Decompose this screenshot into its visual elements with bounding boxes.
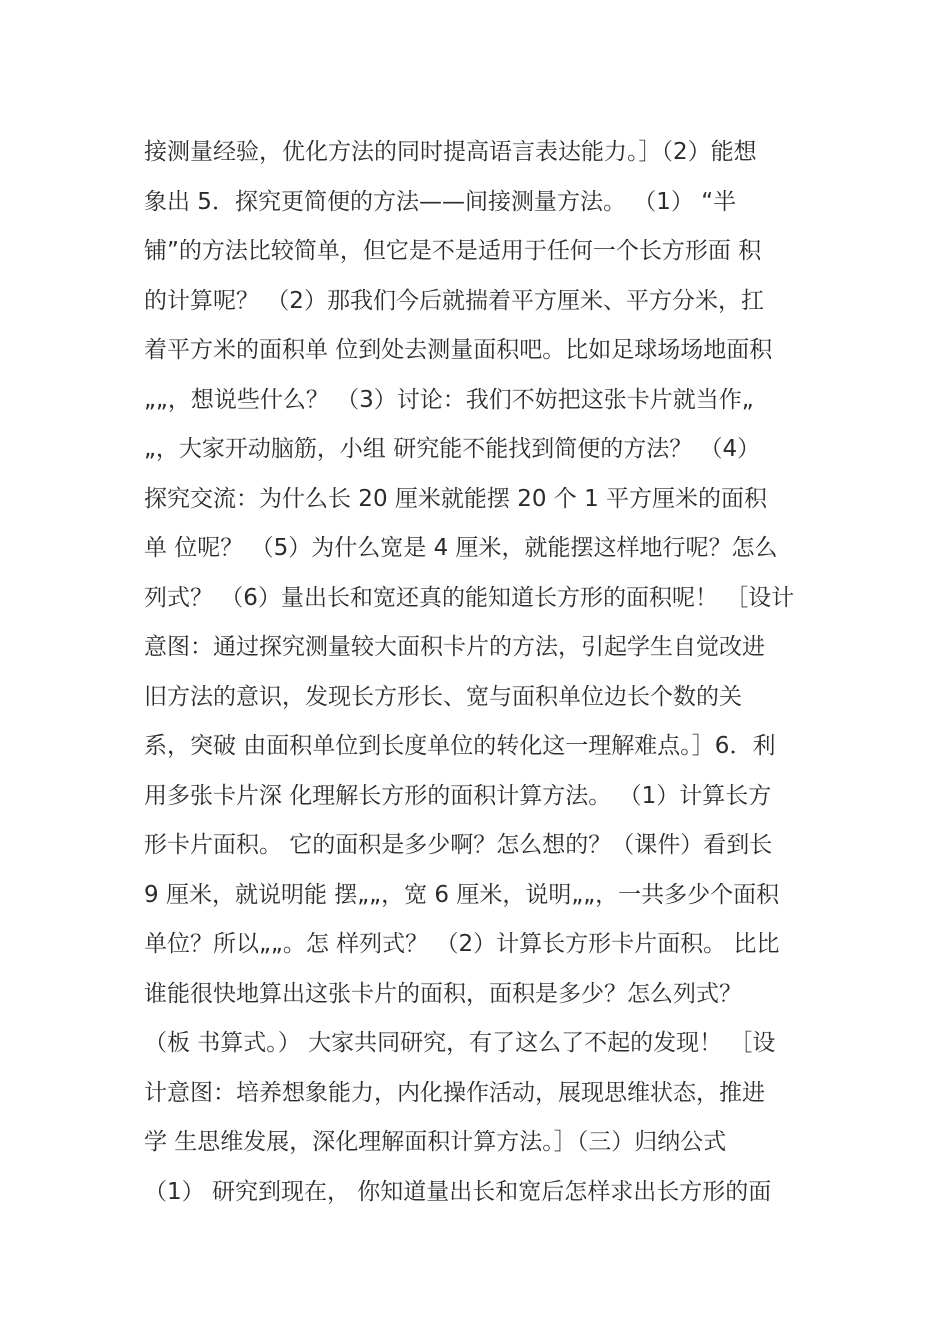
text-line-8: 探究交流：为什么长 20 厘米就能摆 20 个 1 平方厘米的面积: [144, 485, 768, 512]
text-line-14: 用多张卡片深 化理解长方形的面积计算方法。 （1）计算长方: [144, 782, 772, 809]
text-line-12: 旧方法的意识，发现长方形长、宽与面积单位边长个数的关: [144, 683, 742, 710]
text-line-1: 接测量经验，优化方法的同时提高语言表达能力。］（2）能想: [144, 139, 757, 165]
text-line-2: 象出 5．探究更简便的方法——间接测量方法。 （1） “半: [144, 188, 737, 215]
text-line-21: 学 生思维发展，深化理解面积计算方法。］（三）归纳公式: [144, 1129, 727, 1155]
text-line-9: 单 位呢？ （5）为什么宽是 4 厘米，就能摆这样地行呢？怎么: [144, 535, 778, 561]
text-line-17: 单位？所以„„。怎 样列式？ （2）计算长方形卡片面积。 比比: [144, 931, 780, 957]
text-line-11: 意图：通过探究测量较大面积卡片的方法，引起学生自觉改进: [144, 634, 765, 660]
text-line-18: 谁能很快地算出这张卡片的面积，面积是多少？怎么列式？: [144, 980, 742, 1007]
text-line-13: 系，突破 由面积单位到长度单位的转化这一理解难点。］6．利: [144, 733, 776, 759]
text-line-6: „„，想说些什么？ （3）讨论：我们不妨把这张卡片就当作„: [144, 386, 754, 413]
text-line-10: 列式？ （6）量出长和宽还真的能知道长方形的面积呢！ ［设计: [144, 584, 795, 611]
text-line-22: （1） 研究到现在， 你知道量出长和宽后怎样求出长方形的面: [144, 1178, 772, 1205]
text-line-16: 9 厘米，就说明能 摆„„，宽 6 厘米，说明„„，一共多少个面积: [144, 881, 780, 908]
text-line-4: 的计算呢？ （2）那我们今后就揣着平方厘米、平方分米，扛: [144, 287, 764, 314]
text-line-7: „，大家开动脑筋，小组 研究能不能找到简便的方法？ （4）: [144, 436, 761, 462]
body-text: [144, 128, 808, 1217]
text-line-3: 铺”的方法比较简单，但它是不是适用于任何一个长方形面 积: [144, 238, 762, 264]
text-line-5: 着平方米的面积单 位到处去测量面积吧。比如足球场场地面积: [144, 337, 773, 363]
text-line-20: 计意图：培养想象能力，内化操作活动，展现思维状态，推进: [144, 1079, 765, 1106]
text-line-19: （板 书算式。） 大家共同研究，有了这么了不起的发现！ ［设: [144, 1030, 776, 1056]
text-line-15: 形卡片面积。 它的面积是多少啊？怎么想的？（课件）看到长: [144, 832, 773, 858]
